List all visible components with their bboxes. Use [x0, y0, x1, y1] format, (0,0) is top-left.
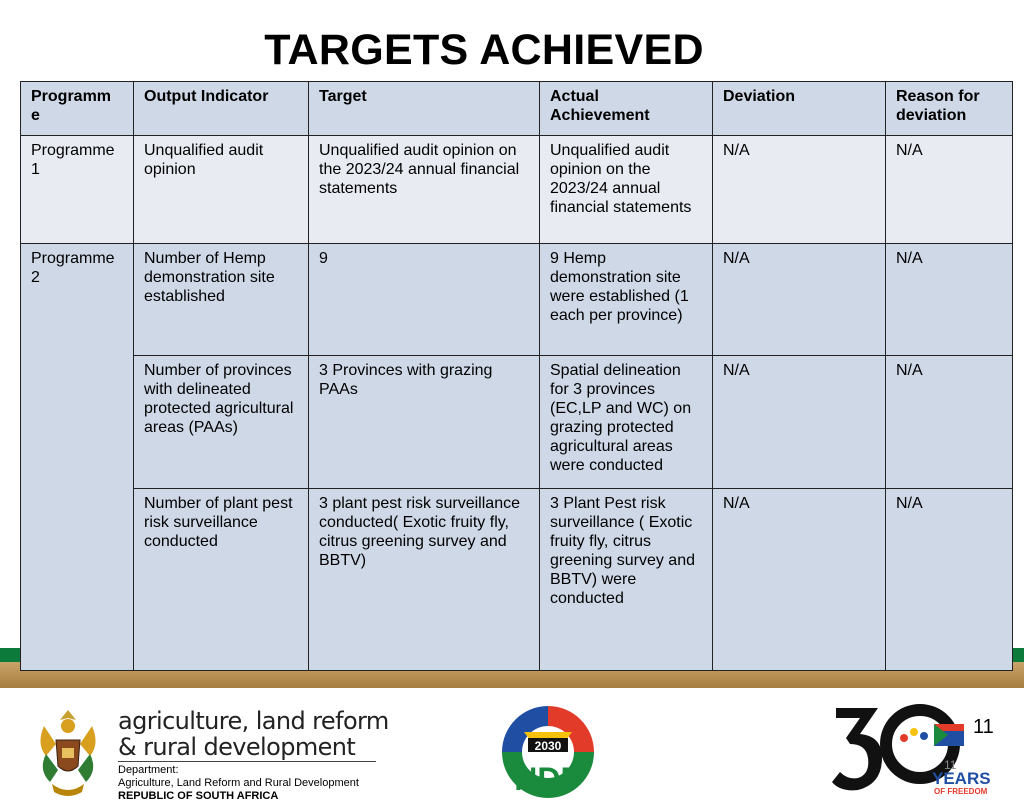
- cell-reason: N/A: [886, 136, 1013, 244]
- anniversary-years: YEARS: [932, 769, 991, 788]
- cell-deviation: N/A: [713, 244, 886, 356]
- header-target: Target: [309, 82, 540, 136]
- cell-programme: Programme 1: [21, 136, 134, 244]
- cell-deviation: N/A: [713, 489, 886, 671]
- cell-target: 9: [309, 244, 540, 356]
- cell-output-indicator: Number of provinces with delineated protected agricultural areas (PAAs): [134, 356, 309, 489]
- department-logo-block: [32, 704, 392, 804]
- page-number-faint: 11: [944, 758, 957, 772]
- header-output-indicator: Output Indicator: [134, 82, 309, 136]
- department-caption-line2: Agriculture, Land Reform and Rural Development: [118, 777, 359, 789]
- cell-reason: N/A: [886, 244, 1013, 356]
- ndp-2030-logo-icon: [498, 702, 598, 797]
- ndp-year: 2030: [534, 739, 562, 753]
- coat-of-arms-icon: [32, 704, 104, 800]
- cell-actual: 3 Plant Pest risk surveillance ( Exotic fruity fly, citrus greening survey and BBTV) were conducted: [540, 489, 713, 671]
- department-caption-line1: Department:: [118, 764, 179, 776]
- page-number: 11: [973, 716, 994, 738]
- cell-output-indicator: Number of plant pest risk surveillance conducted: [134, 489, 309, 671]
- department-caption-line3: REPUBLIC OF SOUTH AFRICA: [118, 790, 279, 802]
- cell-target: 3 plant pest risk surveillance conducted( Exotic fruity fly, citrus greening survey and BBTV): [309, 489, 540, 671]
- header-actual-achievement: Actual Achievement: [540, 82, 713, 136]
- header-programme: Programm e: [21, 82, 134, 136]
- header-deviation: Deviation: [713, 82, 886, 136]
- header-reason: Reason for deviation: [886, 82, 1013, 136]
- table-row: [21, 489, 1013, 671]
- table-row: [21, 136, 1013, 244]
- cell-actual: Unqualified audit opinion on the 2023/24 annual financial statements: [540, 136, 713, 244]
- ndp-text: NDP: [514, 761, 582, 797]
- department-name: [118, 708, 389, 760]
- cell-actual: Spatial delineation for 3 provinces (EC,LP and WC) on grazing protected agricultural areas were conducted: [540, 356, 713, 489]
- cell-deviation: N/A: [713, 356, 886, 489]
- slide-title: TARGETS ACHIEVED: [264, 26, 704, 74]
- cell-actual: 9 Hemp demonstration site were established (1 each per province): [540, 244, 713, 356]
- targets-table: [20, 81, 1013, 671]
- cell-output-indicator: Unqualified audit opinion: [134, 136, 309, 244]
- department-divider: [118, 761, 376, 762]
- table-row: [21, 356, 1013, 489]
- cell-output-indicator: Number of Hemp demonstration site established: [134, 244, 309, 356]
- cell-programme: Programme 2: [21, 244, 134, 671]
- department-caption: [118, 764, 359, 803]
- cell-reason: N/A: [886, 489, 1013, 671]
- cell-target: Unqualified audit opinion on the 2023/24 annual financial statements: [309, 136, 540, 244]
- anniversary-freedom: OF FREEDOM: [934, 787, 988, 796]
- cell-reason: N/A: [886, 356, 1013, 489]
- table-header-row: [21, 82, 1013, 136]
- table-row: [21, 244, 1013, 356]
- department-name-line2: & rural development: [118, 733, 356, 761]
- department-name-line1: agriculture, land reform: [118, 707, 389, 735]
- cell-target: 3 Provinces with grazing PAAs: [309, 356, 540, 489]
- cell-deviation: N/A: [713, 136, 886, 244]
